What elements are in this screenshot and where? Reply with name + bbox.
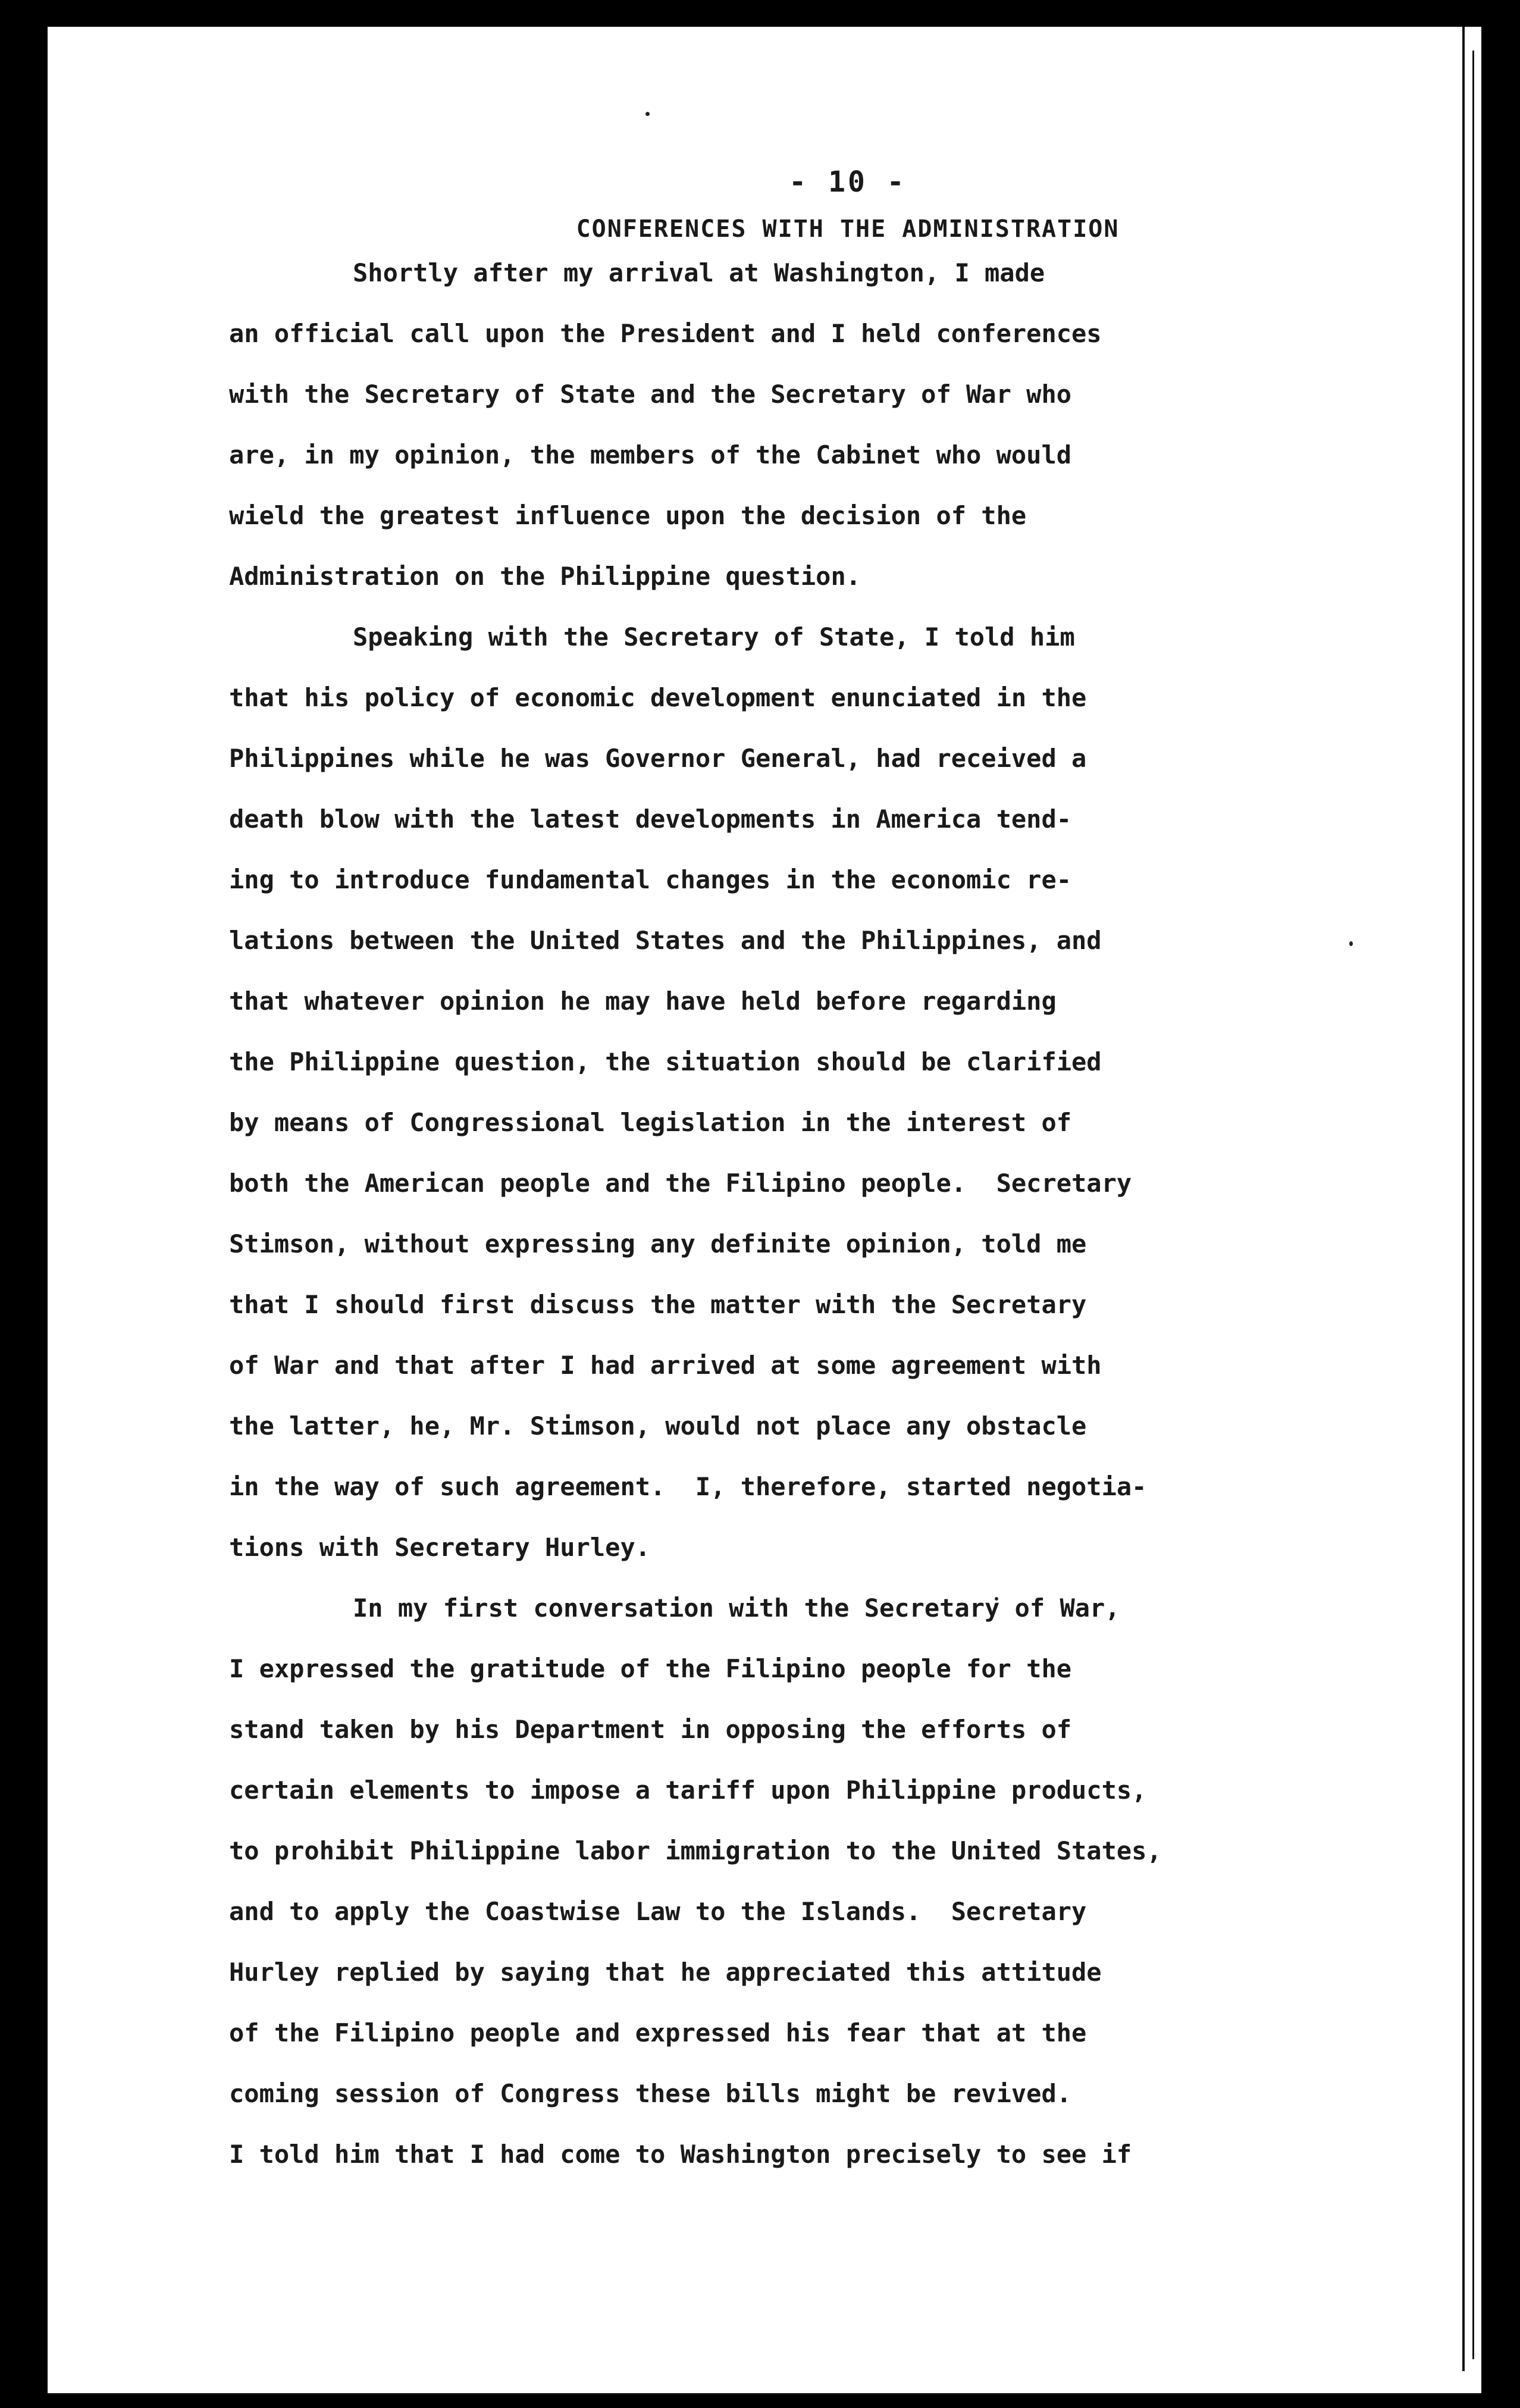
section-heading: CONFERENCES WITH THE ADMINISTRATION [576,215,1120,243]
page-edge-line [1472,51,1474,2359]
paragraph [229,607,1395,1578]
text-line: death blow with the latest developments in America tend- [229,804,1072,834]
page-edge-line [1462,27,1465,2371]
text-line: both the American people and the Filipino people. Secretary [229,1169,1132,1198]
text-line: to prohibit Philippine labor immigration to the United States, [229,1836,1162,1865]
paragraph [229,1578,1395,2185]
text-line: lations between the United States and the Philippines, and [229,926,1102,955]
text-line: with the Secretary of State and the Secretary of War who [229,380,1072,409]
text-line: certain elements to impose a tariff upon Philippine products, [229,1776,1147,1805]
text-line: and to apply the Coastwise Law to the Islands. Secretary [229,1897,1087,1926]
text-line: wield the greatest influence upon the decision of the [229,501,1027,530]
speck-mark [645,112,650,116]
typescript-text [229,165,1395,2185]
text-line: that his policy of economic development enunciated in the [229,683,1087,712]
text-line: Philippines while he was Governor General, had received a [229,744,1087,773]
text-line: I expressed the gratitude of the Filipino people for the [229,1654,1072,1683]
text-line: Hurley replied by saying that he appreciated this attitude [229,1958,1102,1987]
text-line: that I should first discuss the matter with the Secretary [229,1290,1087,1319]
text-line: the Philippine question, the situation should be clarified [229,1047,1102,1076]
paragraph [229,243,1395,607]
text-line: in the way of such agreement. I, therefore, started negotia- [229,1472,1147,1501]
text-line: that whatever opinion he may have held before regarding [229,987,1057,1016]
text-line: by means of Congressional legislation in the interest of [229,1108,1072,1137]
page-edge-line [48,2393,1481,2395]
text-line: Stimson, without expressing any definite opinion, told me [229,1229,1087,1258]
text-line: of War and that after I had arrived at some agreement with [229,1351,1102,1380]
text-line: the latter, he, Mr. Stimson, would not place any obstacle [229,1411,1087,1441]
text-line: In my first conversation with the Secretary of War, [353,1593,1120,1623]
text-line: Speaking with the Secretary of State, I told him [353,622,1075,652]
text-line: coming session of Congress these bills might be revived. [229,2079,1072,2108]
text-line: I told him that I had come to Washington precisely to see if [229,2140,1132,2169]
text-line: stand taken by his Department in opposing the efforts of [229,1715,1072,1744]
text-line: Administration on the Philippine question. [229,562,861,591]
page-number: - 10 - [789,165,907,199]
text-line: tions with Secretary Hurley. [229,1533,651,1562]
text-line: ing to introduce fundamental changes in the economic re- [229,865,1072,894]
text-line: an official call upon the President and I held conferences [229,319,1102,348]
text-line: Shortly after my arrival at Washington, I made [353,258,1045,287]
text-line: of the Filipino people and expressed his fear that at the [229,2018,1087,2047]
text-line: are, in my opinion, the members of the Cabinet who would [229,440,1072,469]
